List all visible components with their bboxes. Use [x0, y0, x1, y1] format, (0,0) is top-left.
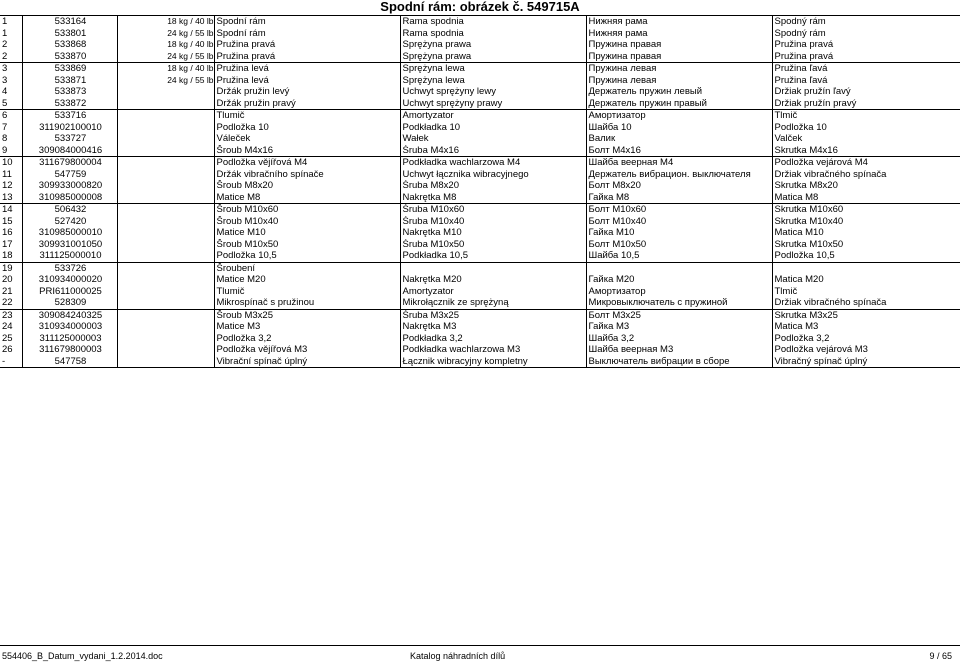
row-position: 20 — [0, 274, 22, 286]
row-name-cs: Váleček — [214, 133, 400, 145]
row-position: 5 — [0, 98, 22, 110]
row-name-ru: Пружина левая — [586, 63, 772, 75]
row-name-ru: Валик — [586, 133, 772, 145]
row-position: - — [0, 356, 22, 368]
row-position: 3 — [0, 63, 22, 75]
row-name-ru: Пружина правая — [586, 39, 772, 51]
row-part-number: 533801 — [22, 28, 117, 40]
row-weight — [117, 204, 214, 216]
row-name-ru: Гайка M10 — [586, 227, 772, 239]
table-row — [0, 28, 960, 40]
row-name-sk: Skrutka M8x20 — [774, 180, 838, 192]
row-part-number: 310985000008 — [22, 192, 117, 204]
table-row — [0, 286, 960, 298]
row-name-pl — [400, 262, 586, 274]
row-name-cs: Šroub M4x16 — [214, 145, 400, 157]
row-part-number: PRI611000025 — [22, 286, 117, 298]
row-name-sk: Podložka 3,2 — [774, 332, 830, 344]
row-part-number: 311125000010 — [22, 250, 117, 262]
row-position: 1 — [0, 16, 22, 28]
row-name-cs: Podložka 10 — [214, 122, 400, 134]
row-name-ru: Держатель пружин левый — [586, 86, 772, 98]
row-name-ru: Нижняя рама — [586, 16, 772, 28]
row-part-number: 311902100010 — [22, 122, 117, 134]
table-row — [0, 180, 960, 192]
row-name-sk: Matica M8 — [774, 191, 819, 203]
row-part-number: 533869 — [22, 63, 117, 75]
row-name-pl: Uchwyt sprężyny lewy — [400, 86, 586, 98]
row-name-ru: Болт M10x60 — [586, 204, 772, 216]
row-part-number: 533868 — [22, 39, 117, 51]
table-row — [0, 86, 960, 98]
row-name-pl: Mikrołącznik ze sprężyną — [400, 297, 586, 309]
table-row — [0, 250, 960, 262]
row-name-cs: Podložka vějířová M3 — [214, 344, 400, 356]
row-weight: 18 kg / 40 lb — [117, 63, 214, 75]
row-name-sk: Pružina ľavá — [772, 63, 960, 75]
footer-catalog-title: Katalog náhradních dílů — [410, 651, 506, 661]
row-weight — [117, 169, 214, 181]
row-weight — [117, 192, 214, 204]
row-weight — [117, 297, 214, 309]
row-weight: 24 kg / 55 lb — [117, 28, 214, 40]
row-name-pl: Sprężyna lewa — [400, 75, 586, 87]
row-part-number: 309931001050 — [22, 239, 117, 251]
table-row — [0, 297, 960, 309]
row-name-sk: Vibračný spínač úplný — [772, 356, 960, 368]
row-name-pl: Nakrętka M3 — [400, 321, 586, 333]
row-weight: 24 kg / 55 lb — [117, 75, 214, 87]
row-name-ru: Пружина правая — [586, 51, 772, 63]
row-part-number: 533716 — [22, 110, 117, 122]
row-position: 18 — [0, 250, 22, 262]
row-part-number: 533870 — [22, 51, 117, 63]
row-weight — [117, 309, 214, 321]
row-name-pl: Podkładka 3,2 — [400, 333, 586, 345]
table-row — [0, 274, 960, 286]
row-name-sk: Skrutka M10x40 — [774, 215, 844, 227]
row-name-ru: Шайба веерная M4 — [586, 157, 772, 169]
row-name-cs: Šroub M3x25 — [214, 309, 400, 321]
row-position: 8 — [0, 133, 22, 145]
row-weight — [117, 110, 214, 122]
row-name-ru: Микровыключатель с пружиной — [586, 297, 772, 309]
row-name-pl: Uchwyt łącznika wibracyjnego — [400, 169, 586, 181]
row-name-cs: Podložka 10,5 — [214, 250, 400, 262]
row-name-pl: Śruba M8x20 — [400, 180, 586, 192]
row-name-ru: Болт M3x25 — [586, 309, 772, 321]
row-name-sk: Matica M3 — [774, 321, 819, 333]
row-position: 14 — [0, 204, 22, 216]
table-row — [0, 239, 960, 251]
table-row — [0, 16, 960, 28]
row-weight — [117, 286, 214, 298]
row-weight — [117, 98, 214, 110]
row-name-ru: Шайба веерная M3 — [586, 344, 772, 356]
row-part-number: 506432 — [22, 204, 117, 216]
row-name-pl: Wałek — [400, 133, 586, 145]
row-name-sk: Podložka 10,5 — [774, 250, 835, 262]
row-name-cs: Mikrospínač s pružinou — [214, 297, 400, 309]
row-name-cs: Matice M3 — [214, 321, 400, 333]
row-name-pl: Sprężyna prawa — [400, 39, 586, 51]
table-row — [0, 262, 960, 274]
row-name-sk: Spodný rám — [772, 16, 960, 28]
row-weight: 18 kg / 40 lb — [117, 39, 214, 51]
table-row — [0, 145, 960, 157]
row-part-number: 311125000003 — [22, 333, 117, 345]
row-name-pl: Sprężyna lewa — [400, 63, 586, 75]
row-name-ru: Гайка M8 — [586, 192, 772, 204]
row-weight — [117, 122, 214, 134]
row-name-pl: Śruba M10x50 — [400, 239, 586, 251]
row-weight — [117, 333, 214, 345]
row-name-sk: Skrutka M10x50 — [774, 238, 844, 250]
page-footer — [0, 645, 960, 665]
row-position: 4 — [0, 86, 22, 98]
row-part-number: 533164 — [22, 16, 117, 28]
row-name-sk: Pružina ľavá — [774, 74, 828, 86]
table-row — [0, 39, 960, 51]
row-weight — [117, 321, 214, 333]
row-name-cs: Šroub M10x60 — [214, 204, 400, 216]
row-name-sk: Skrutka M10x60 — [772, 204, 960, 216]
row-name-cs: Tlumič — [214, 286, 400, 298]
row-weight — [117, 157, 214, 169]
row-position: 22 — [0, 297, 22, 309]
row-name-ru: Болт M4x16 — [586, 145, 772, 157]
row-name-pl: Nakrętka M8 — [400, 192, 586, 204]
parts-table — [0, 15, 960, 368]
row-position: 11 — [0, 169, 22, 181]
row-name-sk — [772, 262, 960, 274]
row-name-ru: Пружина левая — [586, 75, 772, 87]
row-weight — [117, 227, 214, 239]
row-name-pl: Amortyzator — [400, 110, 586, 122]
row-part-number: 310985000010 — [22, 227, 117, 239]
row-name-ru — [586, 262, 772, 274]
row-weight — [117, 262, 214, 274]
row-weight — [117, 133, 214, 145]
row-position: 26 — [0, 344, 22, 356]
row-part-number: 533872 — [22, 98, 117, 110]
row-position: 25 — [0, 333, 22, 345]
row-name-sk: Spodný rám — [774, 27, 826, 39]
row-name-pl: Rama spodnia — [400, 16, 586, 28]
row-name-sk: Pružina pravá — [774, 50, 834, 62]
row-name-cs: Podložka 3,2 — [214, 333, 400, 345]
row-name-pl: Podkładka wachlarzowa M4 — [400, 157, 586, 169]
row-part-number: 311679800004 — [22, 157, 117, 169]
table-row — [0, 51, 960, 63]
row-name-pl: Śruba M10x40 — [400, 216, 586, 228]
row-name-sk: Podložka vejárová M3 — [774, 344, 868, 356]
row-name-ru: Болт M10x50 — [586, 239, 772, 251]
table-row — [0, 344, 960, 356]
row-name-pl: Łącznik wibracyjny kompletny — [400, 356, 586, 368]
row-weight — [117, 344, 214, 356]
row-name-cs: Držák vibračního spínače — [214, 169, 400, 181]
table-row — [0, 356, 960, 368]
table-row — [0, 133, 960, 145]
table-row — [0, 227, 960, 239]
row-name-cs: Matice M20 — [214, 274, 400, 286]
row-name-pl: Nakrętka M10 — [400, 227, 586, 239]
row-name-sk: Matica M10 — [774, 227, 824, 239]
row-part-number: 547759 — [22, 169, 117, 181]
row-position: 2 — [0, 39, 22, 51]
row-position: 15 — [0, 216, 22, 228]
table-row — [0, 192, 960, 204]
row-position: 17 — [0, 239, 22, 251]
row-name-pl: Podkładka 10 — [400, 122, 586, 134]
row-position: 2 — [0, 51, 22, 63]
table-row — [0, 333, 960, 345]
row-name-cs: Vibrační spínač úplný — [214, 356, 400, 368]
row-name-cs: Matice M8 — [214, 192, 400, 204]
row-name-pl: Śruba M10x60 — [400, 204, 586, 216]
row-name-ru: Выключатель вибрации в сборе — [586, 356, 772, 368]
row-name-cs: Matice M10 — [214, 227, 400, 239]
table-row — [0, 321, 960, 333]
row-position: 16 — [0, 227, 22, 239]
row-name-sk: Držiak pružín ľavý — [774, 86, 851, 98]
row-weight: 18 kg / 40 lb — [117, 16, 214, 28]
table-row — [0, 98, 960, 110]
row-part-number: 533727 — [22, 133, 117, 145]
table-row — [0, 309, 960, 321]
row-name-cs: Tlumič — [214, 110, 400, 122]
table-row — [0, 169, 960, 181]
row-position: 6 — [0, 110, 22, 122]
row-name-ru: Болт M8x20 — [586, 180, 772, 192]
row-part-number: 528309 — [22, 297, 117, 309]
table-row — [0, 122, 960, 134]
row-name-pl: Nakrętka M20 — [400, 274, 586, 286]
row-name-ru: Амортизатор — [586, 110, 772, 122]
row-part-number: 527420 — [22, 216, 117, 228]
row-weight — [117, 180, 214, 192]
row-position: 9 — [0, 145, 22, 157]
row-part-number: 310934000003 — [22, 321, 117, 333]
row-name-cs: Šroubení — [214, 262, 400, 274]
table-row — [0, 216, 960, 228]
row-part-number: 533871 — [22, 75, 117, 87]
row-name-sk: Tlmič — [774, 285, 798, 297]
row-name-sk: Držiak pružín pravý — [774, 97, 857, 109]
row-name-ru: Нижняя рама — [586, 28, 772, 40]
row-weight — [117, 250, 214, 262]
row-name-cs: Pružina levá — [214, 75, 400, 87]
row-name-pl: Sprężyna prawa — [400, 51, 586, 63]
row-name-cs: Podložka vějířová M4 — [214, 157, 400, 169]
row-name-ru: Держатель вибрацион. выключателя — [586, 169, 772, 181]
row-name-sk: Držiak vibračného spínača — [774, 297, 887, 309]
row-position: 1 — [0, 28, 22, 40]
row-name-cs: Spodní rám — [214, 28, 400, 40]
row-name-ru: Гайка M3 — [586, 321, 772, 333]
row-name-cs: Šroub M10x40 — [214, 216, 400, 228]
row-name-sk: Držiak vibračného spínača — [774, 168, 887, 180]
row-name-sk: Valček — [774, 133, 803, 145]
row-name-ru: Шайба 3,2 — [586, 333, 772, 345]
row-part-number: 533726 — [22, 262, 117, 274]
table-row — [0, 63, 960, 75]
row-position: 13 — [0, 192, 22, 204]
row-position: 12 — [0, 180, 22, 192]
row-name-ru: Амортизатор — [586, 286, 772, 298]
row-name-cs: Pružina pravá — [214, 39, 400, 51]
row-weight — [117, 239, 214, 251]
row-name-cs: Držák pružin levý — [214, 86, 400, 98]
row-name-pl: Podkładka wachlarzowa M3 — [400, 344, 586, 356]
row-name-pl: Śruba M3x25 — [400, 309, 586, 321]
row-name-sk: Podložka vejárová M4 — [772, 157, 960, 169]
row-name-pl: Podkładka 10,5 — [400, 250, 586, 262]
row-part-number: 310934000020 — [22, 274, 117, 286]
row-weight — [117, 86, 214, 98]
footer-document-name: 554406_B_Datum_vydani_1.2.2014.doc — [2, 651, 163, 661]
row-weight — [117, 274, 214, 286]
row-weight: 24 kg / 55 lb — [117, 51, 214, 63]
row-name-cs: Spodní rám — [214, 16, 400, 28]
row-name-pl: Śruba M4x16 — [400, 145, 586, 157]
footer-page-number: 9 / 65 — [929, 651, 952, 661]
table-row — [0, 110, 960, 122]
row-name-pl: Amortyzator — [400, 286, 586, 298]
row-position: 10 — [0, 157, 22, 169]
row-position: 24 — [0, 321, 22, 333]
row-name-pl: Uchwyt sprężyny prawy — [400, 98, 586, 110]
row-name-ru: Держатель пружин правый — [586, 98, 772, 110]
row-position: 7 — [0, 122, 22, 134]
row-part-number: 311679800003 — [22, 344, 117, 356]
row-name-ru: Шайба 10 — [586, 122, 772, 134]
row-name-cs: Pružina levá — [214, 63, 400, 75]
row-name-sk: Podložka 10 — [774, 121, 827, 133]
table-row — [0, 157, 960, 169]
row-weight — [117, 356, 214, 368]
row-name-cs: Šroub M8x20 — [214, 180, 400, 192]
row-part-number: 547758 — [22, 356, 117, 368]
row-name-ru: Гайка M20 — [586, 274, 772, 286]
row-name-cs: Pružina pravá — [214, 51, 400, 63]
row-position: 21 — [0, 286, 22, 298]
parts-table-body — [0, 16, 960, 368]
row-weight — [117, 145, 214, 157]
row-name-ru: Болт M10x40 — [586, 216, 772, 228]
row-name-cs: Šroub M10x50 — [214, 239, 400, 251]
row-name-sk: Pružina pravá — [774, 39, 834, 51]
page-title: Spodní rám: obrázek č. 549715A — [380, 0, 580, 14]
row-position: 3 — [0, 75, 22, 87]
row-weight — [117, 216, 214, 228]
row-position: 23 — [0, 309, 22, 321]
row-part-number: 309084240325 — [22, 309, 117, 321]
row-name-ru: Шайба 10,5 — [586, 250, 772, 262]
table-row — [0, 75, 960, 87]
row-name-sk: Tlmič — [772, 110, 960, 122]
table-row — [0, 204, 960, 216]
row-position: 19 — [0, 262, 22, 274]
row-part-number: 533873 — [22, 86, 117, 98]
row-name-sk: Matica M20 — [774, 274, 824, 286]
row-part-number: 309084000416 — [22, 145, 117, 157]
row-name-sk: Skrutka M4x16 — [774, 144, 838, 156]
row-name-cs: Držák pružin pravý — [214, 98, 400, 110]
row-part-number: 309933000820 — [22, 180, 117, 192]
row-name-pl: Rama spodnia — [400, 28, 586, 40]
row-name-sk: Skrutka M3x25 — [772, 309, 960, 321]
